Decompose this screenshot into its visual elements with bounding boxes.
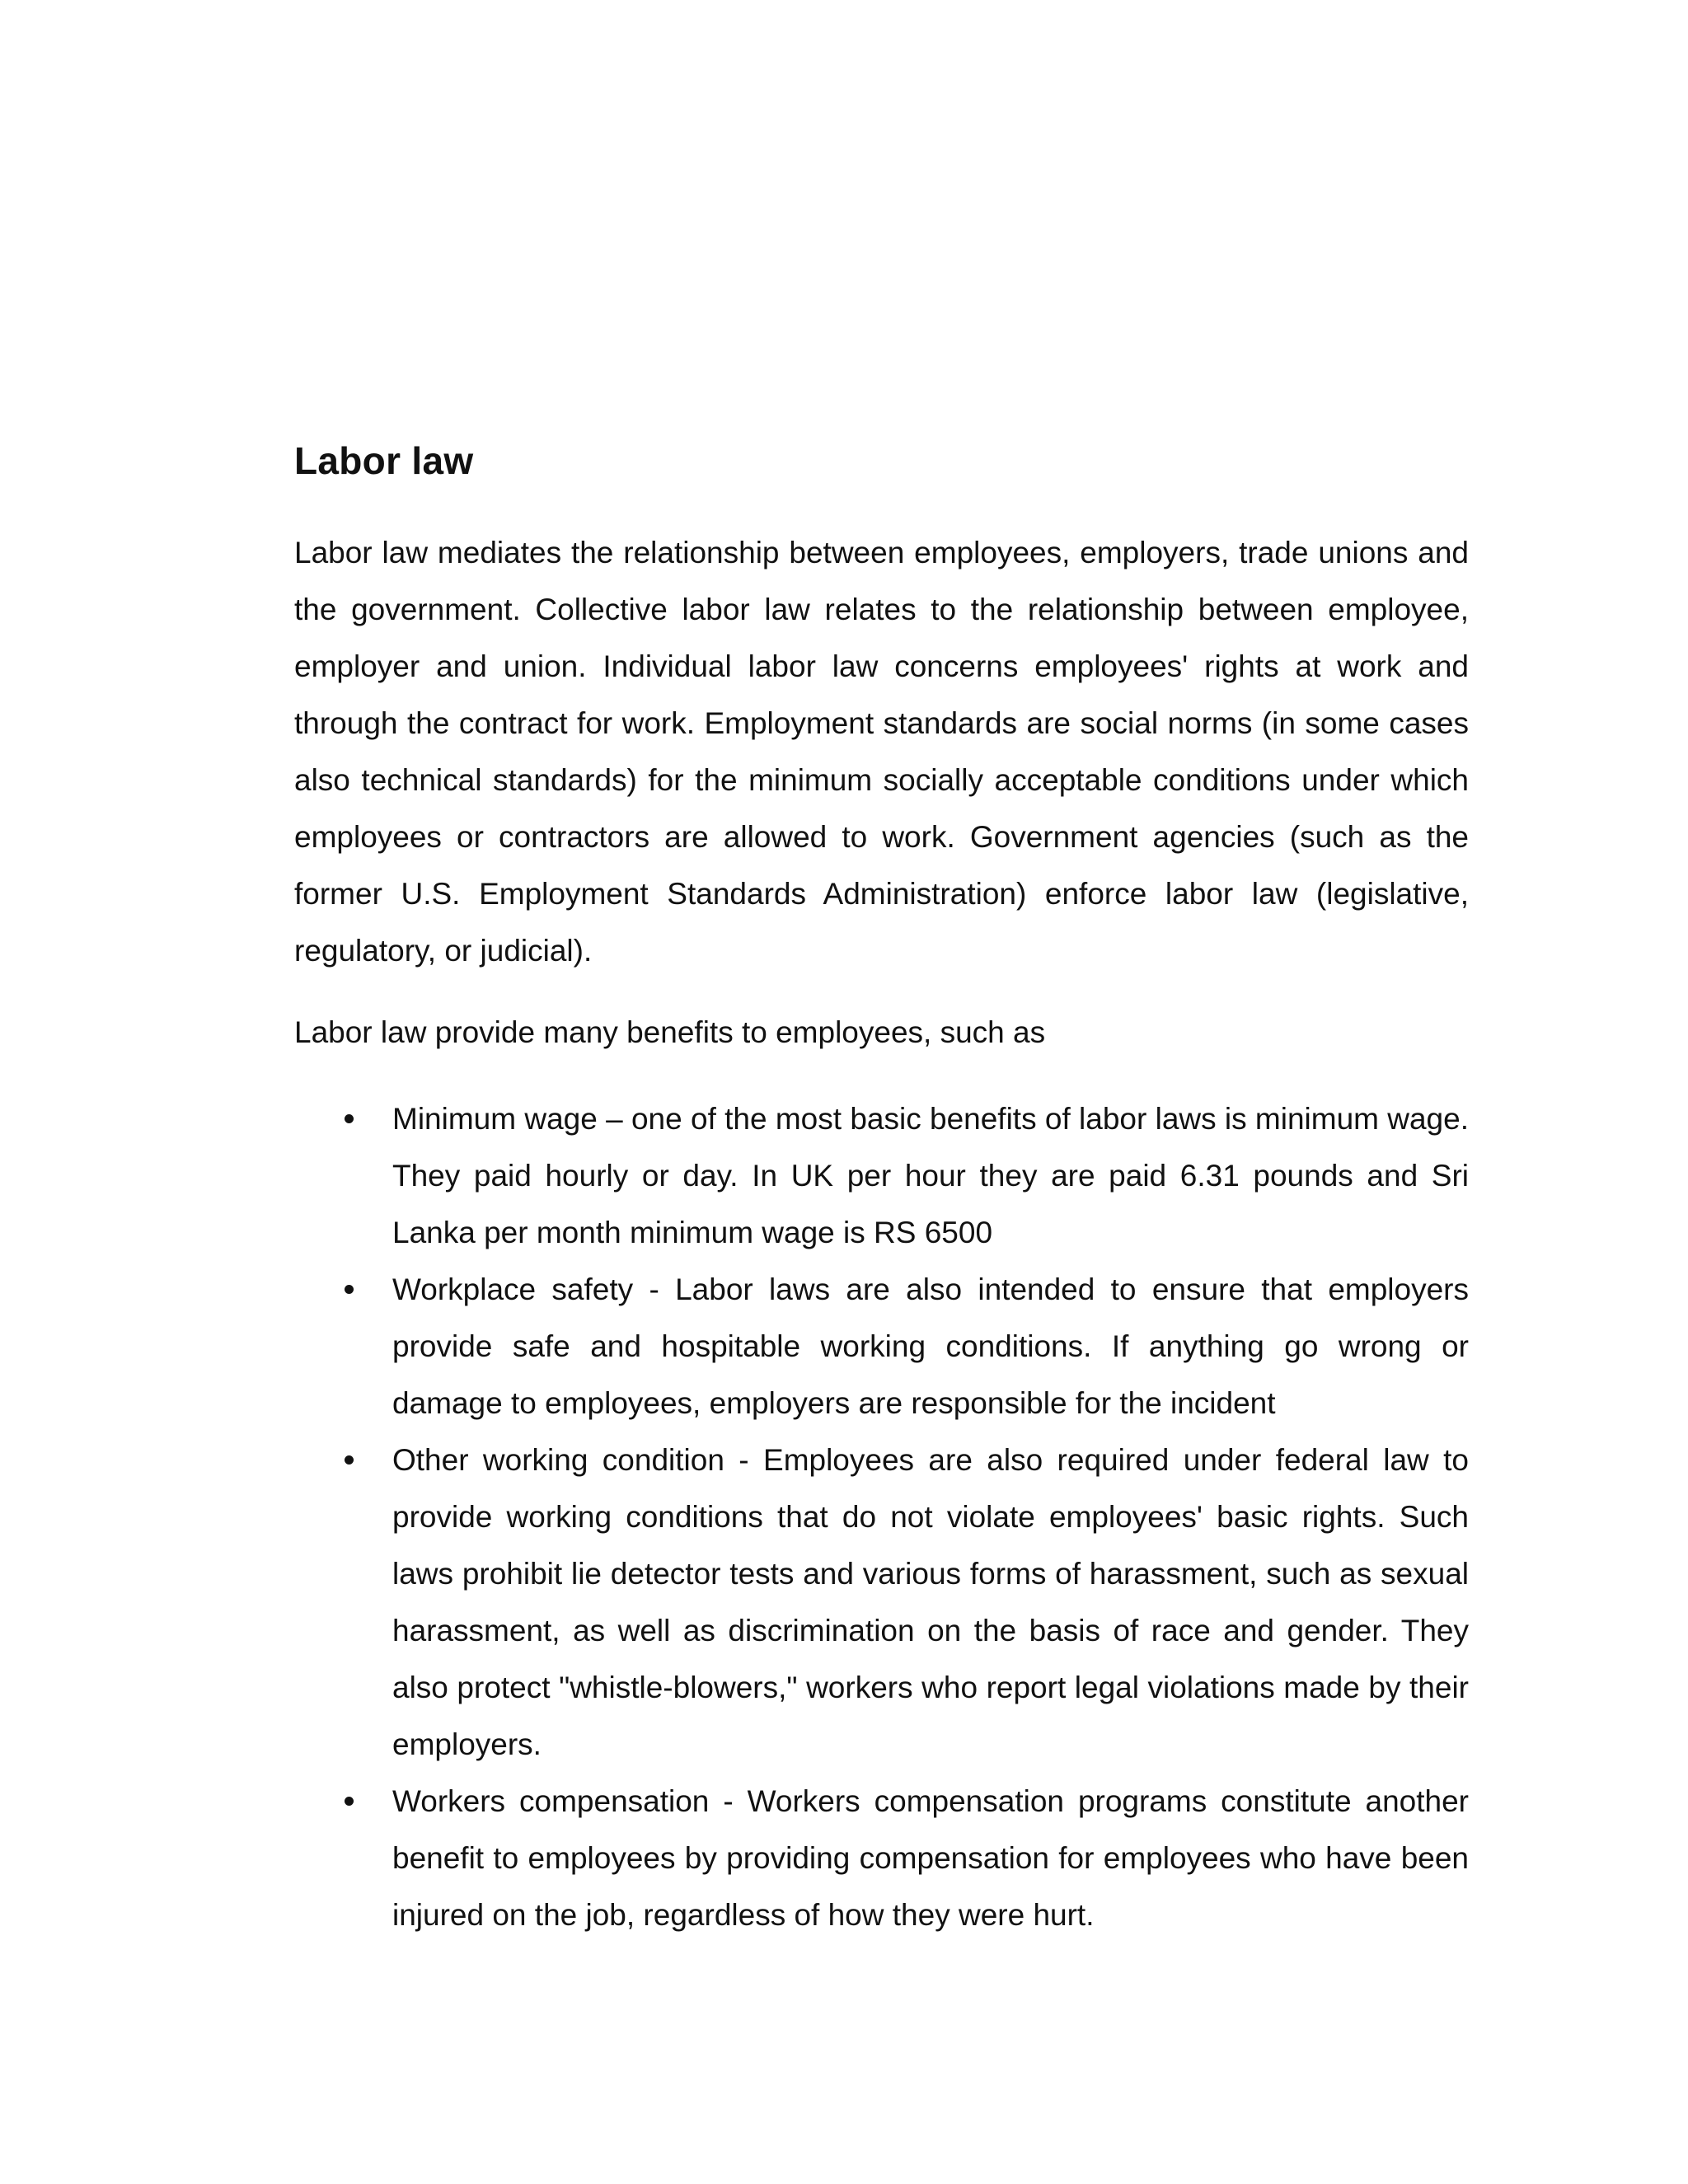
list-item-other-working-condition: [294, 1432, 1469, 1773]
list-item-minimum-wage: [294, 1090, 1469, 1261]
list-item-workplace-safety: [294, 1261, 1469, 1432]
list-item-text: Workplace safety - Labor laws are also intended to ensure that employers provide safe and hospitable working conditions. If anything go wrong or damage to employees, employers are responsible for the incident: [392, 1272, 1469, 1420]
intro-paragraph: Labor law mediates the relationship between employees, employers, trade unions and the government. Collective labor law relates to the relationship between employee, employer and union. Individual labor law concerns employees' rights at work and through the contract for work. Employment standards are social norms (in some cases also technical standards) for the minimum socially acceptable conditions under which employees or contractors are allowed to work. Government agencies (such as the former U.S. Employment Standards Administration) enforce labor law (legislative, regulatory, or judicial).: [294, 535, 1469, 968]
page-title: Labor law: [294, 439, 474, 482]
list-item-workers-compensation: [294, 1773, 1469, 1943]
bullet-dot-icon: [345, 1114, 354, 1123]
list-item-text: Workers compensation - Workers compensation programs constitute another benefit to employees by providing compensation for employees who have been injured on the job, regardless of how they were hurt.: [392, 1783, 1469, 1932]
list-item-text: Other working condition - Employees are also required under federal law to provide working conditions that do not violate employees' basic rights. Such laws prohibit lie detector tests and various forms of harassment, such as sexual harassment, as well as discrimination on the basis of race and gender. They also protect "whistle-blowers," workers who report legal violations made by their employers.: [392, 1442, 1469, 1761]
bullet-dot-icon: [345, 1797, 354, 1806]
benefits-list: [294, 1090, 1469, 1943]
benefits-intro-paragraph: Labor law provide many benefits to employees, such as: [294, 1015, 1046, 1049]
bullet-dot-icon: [345, 1285, 354, 1294]
list-item-text: Minimum wage – one of the most basic benefits of labor laws is minimum wage. They paid hourly or day. In UK per hour they are paid 6.31 pounds and Sri Lanka per month minimum wage is RS 6500: [392, 1101, 1469, 1249]
bullet-dot-icon: [345, 1455, 354, 1465]
document-body: [294, 437, 1469, 1943]
